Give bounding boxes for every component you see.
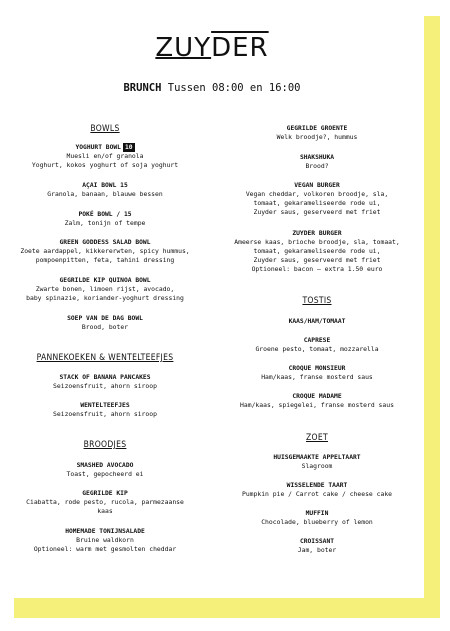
menu-item: POKÉ BOWL / 15 Zalm, tonijn of tempe xyxy=(64,211,146,227)
section-title-zoet: ZOET xyxy=(306,433,328,443)
zuyder-logo: $ZUY\overline{DER}$ xyxy=(155,33,269,63)
menu-item: GEGRILDE GROENTE Welk broodje?, hummus xyxy=(276,125,358,141)
section-title-broodjes: BROODJES xyxy=(83,440,127,450)
menu-item: VEGAN BURGER Vegan cheddar, volkoren broodje, sla, tomaat, gekarameliseerde rode ui, Zuyder saus, geserveerd met friet xyxy=(245,182,389,216)
menu-item: STACK OF BANANA PANCAKES Seizoensfruit, ahorn siroop xyxy=(53,374,157,390)
menu-item: GEGRILDE KIP QUINOA BOWL Zwarte bonen, limoen rijst, avocado, baby spinazie, koriander-yoghurt dressing xyxy=(26,277,184,302)
menu-item: AÇAI BOWL 15 Granola, banaan, blauwe bessen xyxy=(47,182,163,198)
menu-item: WENTELTEEFJES Seizoensfruit, ahorn siroop xyxy=(53,402,157,418)
menu-item: HUISGEMAAKTE APPELTAART Slagroom xyxy=(273,454,361,470)
menu-item: CAPRESE Groene pesto, tomaat, mozzarella xyxy=(255,337,379,353)
menu-item: CROQUE MONSIEUR Ham/kaas, franse mosterd saus xyxy=(261,365,373,381)
menu-item: WISSELENDE TAART Pumpkin pie / Carrot cake / cheese cake xyxy=(241,482,393,498)
brunch-hours: BRUNCH Tussen 08:00 en 16:00 xyxy=(123,82,301,94)
section-title-tostis: TOSTIS xyxy=(302,296,332,306)
menu-item: CROISSANT Jam, boter xyxy=(297,538,337,554)
price-badge: 10 xyxy=(124,144,133,151)
menu-item: YOGHURT BOWL 10 Muesli en/of granola Yoghurt, kokos yoghurt of soja yoghurt xyxy=(31,144,179,169)
menu-item: KAAS/HAM/TOMAAT xyxy=(288,318,346,325)
menu-item: SOEP VAN DE DAG BOWL Brood, boter xyxy=(67,315,143,331)
menu-item: SHAKSHUKA Brood? xyxy=(299,154,335,170)
menu-item: ZUYDER BURGER Ameerse kaas, brioche broodje, sla, tomaat, tomaat, gekarameliseerde rode ui, Zuyder saus, geserveerd met friet Optioneel: bacon – extra 1.50 euro xyxy=(234,230,400,273)
menu-item: HOMEMADE TONIJNSALADE Bruine waldkorn Optioneel: warm met gesmolten cheddar xyxy=(33,528,177,553)
section-title-pannekoeken: PANNEKOEKEN & WENTELTEEFJES xyxy=(36,353,174,363)
menu-item: GREEN GODDESS SALAD BOWL Zoete aardappel, kikkererwten, spicy hummus, pompoenpitten, feta, tahini dressing xyxy=(20,239,190,264)
menu-item: GEGRILDE KIP Ciabatta, rode pesto, rucola, parmezaanse kaas xyxy=(26,490,184,515)
menu-item: CROQUE MADAME Ham/kaas, spiegelei, franse mosterd saus xyxy=(240,393,394,409)
menu-item: MUFFIN Chocolade, blueberry of lemon xyxy=(261,510,373,526)
section-title-bowls: BOWLS xyxy=(90,124,120,134)
menu-item: SMASHED AVOCADO Toast, gepocheerd ei xyxy=(66,462,144,478)
